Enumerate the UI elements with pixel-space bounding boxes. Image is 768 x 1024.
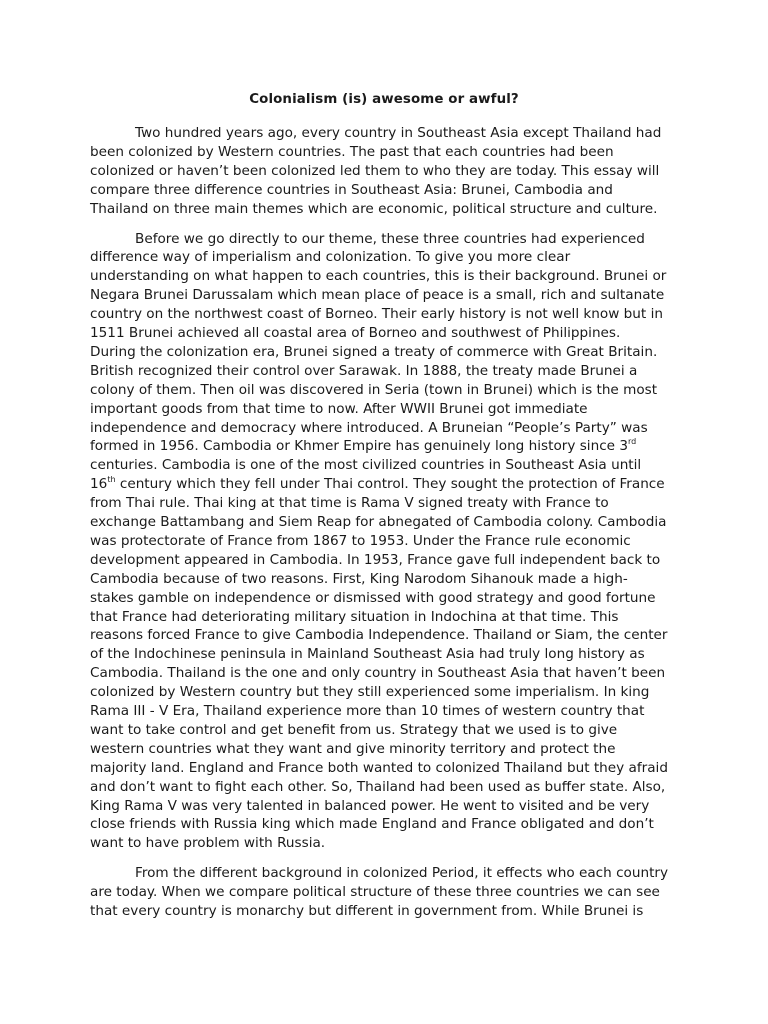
line-text: 16 [90, 476, 108, 493]
text-line [90, 532, 631, 551]
line-text: reasons forced France to give Cambodia Independence. Thailand or Siam, the center [90, 627, 668, 644]
line-text: centuries. Cambodia is one of the most civilized countries in Southeast Asia until [90, 457, 642, 474]
line-text: difference way of imperialism and colonization. To give you more clear [90, 249, 571, 266]
line-text: are today. When we compare political structure of these three countries we can see [90, 884, 660, 901]
line-text: King Rama V was very talented in balanced power. He went to visited and be very [90, 797, 650, 814]
text-line [90, 702, 644, 721]
line-text: Cambodia because of two reasons. First, King Narodom Sihanouk made a high- [90, 570, 628, 587]
line-text: stakes gamble on independence or dismissed with good strategy and good fortune [90, 589, 656, 606]
line-text: Rama III - V Era, Thailand experience more than 10 times of western country that [90, 703, 645, 719]
text-line [90, 551, 660, 570]
line-text: independence and democracy where introduced. A Bruneian “People’s Party” was [90, 419, 648, 436]
text-line [90, 902, 643, 921]
text-line [90, 475, 665, 494]
text-line [90, 797, 649, 816]
text-line [90, 626, 668, 645]
line-text: Cambodia. Thailand is the one and only country in Southeast Asia that haven’t been [90, 665, 666, 682]
superscript-ordinal: rd [628, 437, 637, 447]
text-line [90, 589, 656, 608]
line-text: majority land. England and France both wanted to colonized Thailand but they afraid [90, 759, 668, 776]
text-line [90, 740, 615, 759]
text-line [90, 200, 658, 219]
text-line [90, 400, 588, 419]
text-line [90, 494, 609, 513]
line-text: important goods from that time to now. After WWII Brunei got immediate [90, 400, 588, 417]
line-text: understanding on what happen to each countries, this is their background. Brunei or [90, 268, 667, 285]
line-text: exchange Battambang and Siem Reap for abnegated of Cambodia colony. Cambodia [90, 514, 667, 530]
superscript-ordinal: th [107, 475, 116, 485]
text-line [90, 608, 618, 627]
text-line [90, 834, 325, 853]
line-text: that France had deteriorating military situation in Indochina at that time. This [90, 608, 619, 625]
line-text: From the different background in colonized Period, it effects who each country [135, 865, 669, 882]
line-text: Two hundred years ago, every country in Southeast Asia except Thailand had [135, 125, 662, 141]
line-text: country on the northwest coast of Borneo. Their early history is not well know but in [90, 306, 663, 323]
text-line [90, 683, 649, 702]
line-text: colonized or haven’t been colonized led them to who they are today. This essay will [90, 162, 660, 179]
line-text: British recognized their control over Sarawak. In 1888, the treaty made Brunei a [90, 362, 638, 379]
text-line [90, 181, 613, 200]
text-line [90, 883, 660, 902]
text-line [90, 305, 663, 324]
line-text: compare three difference countries in Southeast Asia: Brunei, Cambodia and [90, 181, 613, 198]
text-line [90, 143, 614, 162]
line-text: of the Indochinese peninsula in Mainland Southeast Asia had truly long history as [90, 646, 645, 663]
line-text: During the colonization era, Brunei signed a treaty of commerce with Great Britain. [90, 343, 658, 360]
line-text: formed in 1956. Cambodia or Khmer Empire has genuinely long history since 3 [90, 438, 628, 455]
text-line [90, 513, 666, 532]
document-title: Colonialism (is) awesome or awful? [249, 92, 519, 107]
text-line [90, 759, 668, 778]
line-text: colonized by Western country but they still experienced some imperialism. In king [90, 684, 650, 701]
text-line [90, 381, 657, 400]
line-text: Thailand on three main themes which are economic, political structure and culture. [90, 200, 658, 217]
text-line [90, 362, 637, 381]
text-line [90, 721, 617, 740]
text-line [135, 124, 661, 143]
line-text: been colonized by Western countries. The past that each countries had been [90, 143, 614, 160]
text-line [90, 267, 666, 286]
text-line [90, 456, 641, 475]
text-line [135, 230, 645, 249]
text-line [90, 343, 657, 362]
text-line [90, 419, 648, 438]
line-text: Negara Brunei Darussalam which mean place of peace is a small, rich and sultanate [90, 287, 665, 304]
text-line [135, 864, 668, 883]
line-text: want to have problem with Russia. [90, 835, 326, 852]
line-text-continued: century which they fell under Thai control. They sought the protection of France [115, 476, 665, 493]
line-text: colony of them. Then oil was discovered in Seria (town in Brunei) which is the most [90, 381, 658, 398]
line-text: that every country is monarchy but different in government from. While Brunei is [90, 903, 644, 919]
text-line [90, 645, 645, 664]
text-line [90, 437, 636, 456]
text-line [90, 815, 654, 834]
text-line [90, 286, 664, 305]
text-line [90, 162, 659, 181]
line-text: western countries what they want and give minority territory and protect the [90, 740, 616, 757]
line-text: want to take control and get benefit from us. Strategy that we used is to give [90, 721, 618, 738]
line-text: from Thai rule. Thai king at that time is Rama V signed treaty with France to [90, 495, 609, 512]
line-text: development appeared in Cambodia. In 1953, France gave full independent back to [90, 551, 661, 568]
text-line [90, 570, 628, 589]
line-text: and don’t want to fight each other. So, Thailand had been used as buffer state. Also, [90, 778, 666, 795]
line-text: was protectorate of France from 1867 to 1953. Under the France rule economic [90, 532, 631, 549]
text-line [90, 248, 570, 267]
line-text: 1511 Brunei achieved all coastal area of Borneo and southwest of Philippines. [90, 325, 621, 341]
text-line [90, 778, 665, 797]
line-text: Before we go directly to our theme, these three countries had experienced [135, 230, 645, 247]
text-line [90, 324, 620, 343]
text-line [90, 664, 665, 683]
line-text: close friends with Russia king which made England and France obligated and don’t [90, 816, 654, 833]
